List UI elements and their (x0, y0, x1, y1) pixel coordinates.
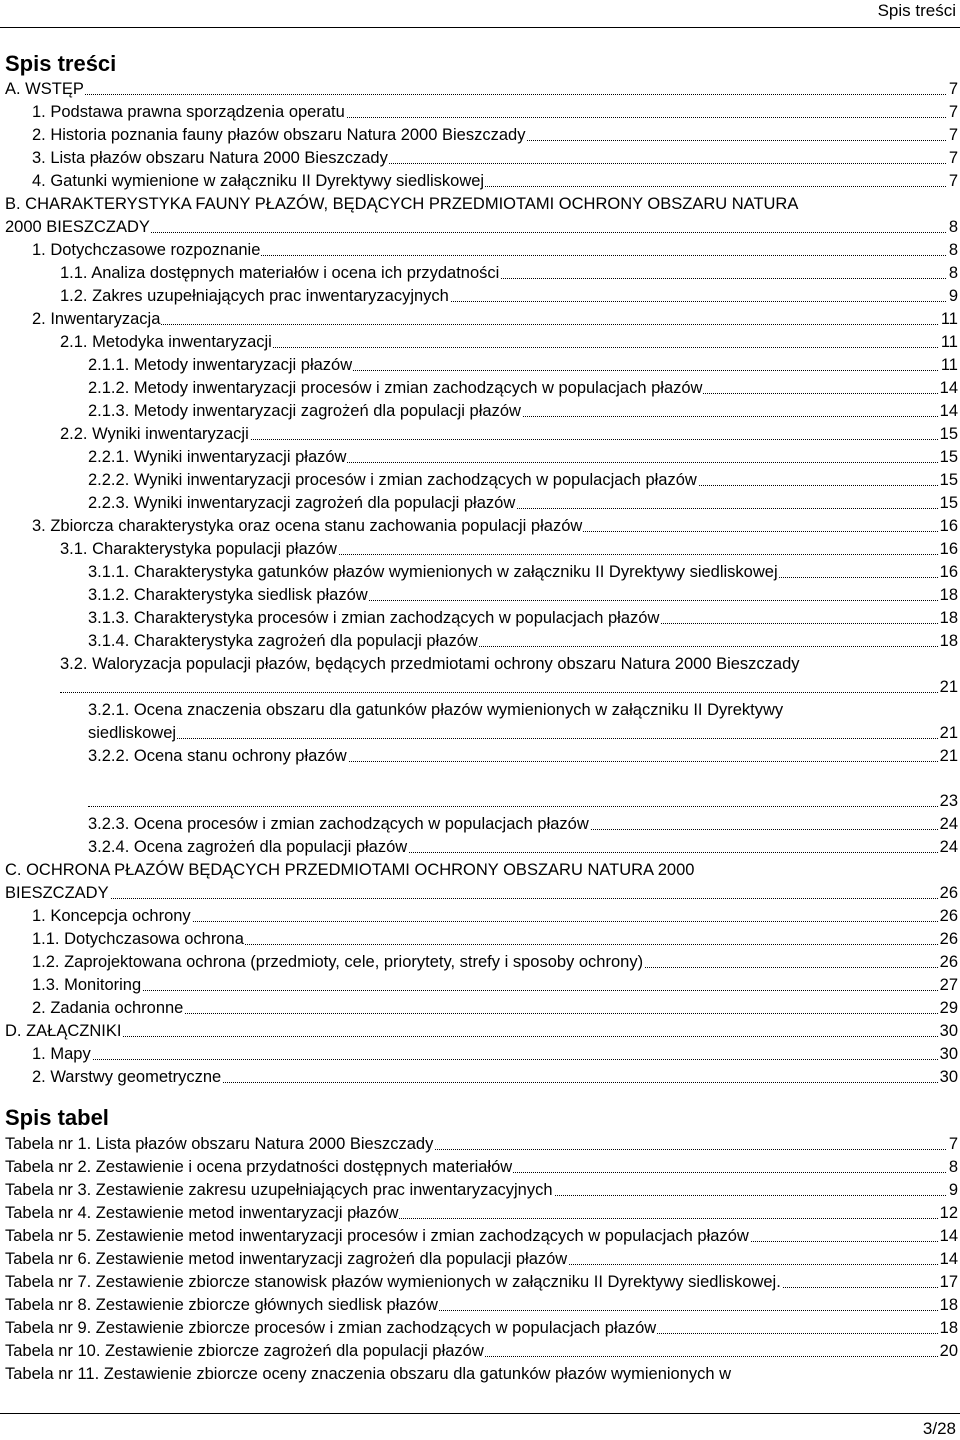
toc-entry-title: 3. Zbiorcza charakterystyka oraz ocena stanu zachowania populacji płazów (32, 517, 583, 535)
toc-entry-page: 16 (939, 563, 958, 581)
toc-entry-page: 30 (939, 1068, 958, 1086)
footer-rule (0, 1413, 960, 1414)
toc-entry[interactable] (60, 285, 958, 307)
toc-entry-page: 7 (948, 172, 958, 190)
toc-entry-title: 1. Koncepcja ochrony (32, 907, 191, 925)
toc-entry-title: 3.2.2. Ocena stanu ochrony płazów (88, 747, 347, 765)
toc-entry-page: 7 (948, 103, 958, 121)
toc-entry[interactable] (88, 400, 958, 422)
table-list-entry[interactable] (5, 1340, 958, 1362)
toc-entry[interactable] (88, 607, 958, 629)
toc-entry-title: siedliskowej (88, 724, 177, 742)
toc-entry[interactable] (88, 790, 958, 812)
toc-entry[interactable] (5, 193, 958, 215)
toc-entry-page: 16 (939, 517, 958, 535)
table-list-entry[interactable] (5, 1225, 958, 1247)
toc-entry[interactable] (88, 722, 958, 744)
toc-entry-page: 18 (939, 632, 958, 650)
toc-entry-page: 15 (939, 425, 958, 443)
toc-entry-title: 3.2.4. Ocena zagrożeń dla populacji płazów (88, 838, 408, 856)
toc-entry[interactable] (5, 882, 958, 904)
table-list-entry[interactable] (5, 1294, 958, 1316)
toc-entry-page: 8 (948, 218, 958, 236)
table-list-entry-title: Tabela nr 3. Zestawienie zakresu uzupełniających prac inwentaryzacyjnych (5, 1181, 553, 1199)
toc-entry-page: 24 (939, 815, 958, 833)
toc-entry[interactable] (32, 515, 958, 537)
toc-entry[interactable] (88, 584, 958, 606)
toc-entry[interactable] (5, 859, 958, 881)
toc-entry-title: 3.1. Charakterystyka populacji płazów (60, 540, 337, 558)
table-list-entry-page: 7 (948, 1135, 958, 1153)
dot-leader (32, 990, 956, 991)
toc-entry[interactable] (60, 262, 958, 284)
toc-entry[interactable] (88, 446, 958, 468)
table-list-entry-title: Tabela nr 11. Zestawienie zbiorcze oceny znaczenia obszaru dla gatunków płazów wymienionych w (5, 1365, 732, 1383)
toc-entry-page: 11 (940, 310, 958, 328)
toc-entry-title: B. CHARAKTERYSTYKA FAUNY PŁAZÓW, BĘDĄCYCH PRZEDMIOTAMI OCHRONY OBSZARU NATURA (5, 195, 799, 213)
table-list-entry-title: Tabela nr 2. Zestawienie i ocena przydatności dostępnych materiałów (5, 1158, 513, 1176)
toc-entry-page: 26 (939, 930, 958, 948)
header-rule (0, 27, 960, 28)
toc-entry[interactable] (32, 147, 958, 169)
dot-leader (88, 738, 956, 739)
toc-entry[interactable] (32, 974, 958, 996)
toc-entry-title: D. ZAŁĄCZNIKI (5, 1022, 122, 1040)
toc-entry[interactable] (88, 492, 958, 514)
toc-entry-title: 1. Podstawa prawna sporządzenia operatu (32, 103, 345, 121)
toc-entry-page: 15 (939, 448, 958, 466)
table-list-entry[interactable] (5, 1271, 958, 1293)
toc-entry-page: 26 (939, 907, 958, 925)
dot-leader (5, 94, 956, 95)
toc-entry[interactable] (5, 216, 958, 238)
toc-entry-title: 4. Gatunki wymienione w załączniku II Dyrektywy siedliskowej (32, 172, 485, 190)
toc-entry[interactable] (32, 997, 958, 1019)
toc-entry-page: 26 (939, 884, 958, 902)
toc-entry-title: 3.2.1. Ocena znaczenia obszaru dla gatunków płazów wymienionych w załączniku II Dyrektywy (88, 701, 784, 719)
toc-entry-title: 2.2. Wyniki inwentaryzacji (60, 425, 249, 443)
table-list-entry-title: Tabela nr 8. Zestawienie zbiorcze głównych siedlisk płazów (5, 1296, 438, 1314)
toc-entry-page: 15 (939, 494, 958, 512)
toc-entry-title: 1. Dotychczasowe rozpoznanie (32, 241, 261, 259)
dot-leader (88, 806, 956, 807)
toc-entry[interactable] (88, 813, 958, 835)
toc-entry-title: 2. Inwentaryzacja (32, 310, 161, 328)
table-list-entry-title: Tabela nr 7. Zestawienie zbiorcze stanowisk płazów wymienionych w załączniku II Dyrektywy siedliskowej. (5, 1273, 781, 1291)
toc-entry-page: 7 (948, 149, 958, 167)
toc-entry[interactable] (32, 951, 958, 973)
toc-entry[interactable] (32, 1043, 958, 1065)
toc-entry-page: 26 (939, 953, 958, 971)
table-list-entry-page: 17 (939, 1273, 958, 1291)
toc-entry-page: 24 (939, 838, 958, 856)
toc-entry-title: 3.1.4. Charakterystyka zagrożeń dla populacji płazów (88, 632, 478, 650)
toc-entry-title: 3.1.3. Charakterystyka procesów i zmian zachodzących w populacjach płazów (88, 609, 660, 627)
page-number: 3/28 (922, 1419, 956, 1438)
toc-entry-title: 1.1. Analiza dostępnych materiałów i ocena ich przydatności (60, 264, 500, 282)
toc-entry-page: 30 (939, 1022, 958, 1040)
table-list-entry-page: 20 (939, 1342, 958, 1360)
table-list-entry-title: Tabela nr 4. Zestawienie metod inwentaryzacji płazów (5, 1204, 399, 1222)
toc-entry-page: 21 (939, 678, 958, 696)
toc-entry[interactable] (88, 630, 958, 652)
toc-entry-page: 11 (940, 356, 958, 374)
toc-entry[interactable] (5, 78, 958, 100)
table-list-entry[interactable] (5, 1248, 958, 1270)
toc-entry[interactable] (88, 469, 958, 491)
toc-entry[interactable] (32, 905, 958, 927)
dot-leader (5, 1036, 956, 1037)
table-list-entry-title: Tabela nr 1. Lista płazów obszaru Natura 2000 Bieszczady (5, 1135, 434, 1153)
toc-entry-title: 1.3. Monitoring (32, 976, 142, 994)
table-list-entry-page: 9 (948, 1181, 958, 1199)
toc-entry-page: 14 (939, 402, 958, 420)
toc-entry-title: 2.1.3. Metody inwentaryzacji zagrożeń dla populacji płazów (88, 402, 521, 420)
toc-entry[interactable] (88, 745, 958, 767)
toc-entry[interactable] (60, 538, 958, 560)
table-list-entry[interactable] (5, 1363, 958, 1385)
toc-entry-title: A. WSTĘP (5, 80, 84, 98)
toc-entry-page: 14 (939, 379, 958, 397)
toc-entry[interactable] (32, 239, 958, 261)
toc-entry[interactable] (88, 561, 958, 583)
table-list-entry-page: 8 (948, 1158, 958, 1176)
toc-entry-title: 2. Warstwy geometryczne (32, 1068, 222, 1086)
table-list-entry-page: 18 (939, 1319, 958, 1337)
toc-entry[interactable] (32, 124, 958, 146)
toc-entry-title: 2.1.2. Metody inwentaryzacji procesów i zmian zachodzących w populacjach płazów (88, 379, 703, 397)
toc-entry-title: 2000 BIESZCZADY (5, 218, 150, 236)
tables-title: Spis tabel (5, 1105, 109, 1130)
toc-entry[interactable] (32, 101, 958, 123)
toc-entry-title: 1. Mapy (32, 1045, 91, 1063)
table-list-entry[interactable] (5, 1202, 958, 1224)
toc-entry-title: 1.2. Zakres uzupełniających prac inwentaryzacyjnych (60, 287, 449, 305)
table-list-entry-title: Tabela nr 5. Zestawienie metod inwentaryzacji procesów i zmian zachodzących w populacjach płazów (5, 1227, 749, 1245)
toc-entry[interactable] (60, 331, 958, 353)
table-list-entry-page: 12 (939, 1204, 958, 1222)
page-header (0, 0, 960, 26)
table-list-entry[interactable] (5, 1179, 958, 1201)
toc-entry-title: BIESZCZADY (5, 884, 109, 902)
toc-title: Spis treści (5, 51, 117, 76)
toc-entry-title: 3.1.2. Charakterystyka siedlisk płazów (88, 586, 368, 604)
table-list-entry-page: 14 (939, 1227, 958, 1245)
toc-entry[interactable] (88, 699, 958, 721)
toc-entry-page: 11 (940, 333, 958, 351)
dot-leader (5, 898, 956, 899)
toc-entry-title: 2.2.3. Wyniki inwentaryzacji zagrożeń dla populacji płazów (88, 494, 516, 512)
toc-entry[interactable] (88, 836, 958, 858)
toc-entry-title: 2.2.2. Wyniki inwentaryzacji procesów i zmian zachodzących w populacjach płazów (88, 471, 697, 489)
toc-entry-page: 16 (939, 540, 958, 558)
toc-entry-page: 15 (939, 471, 958, 489)
toc-entry[interactable] (60, 423, 958, 445)
toc-entry-page: 27 (939, 976, 958, 994)
toc-entry-page: 30 (939, 1045, 958, 1063)
table-list-entry[interactable] (5, 1156, 958, 1178)
toc-entry[interactable] (60, 653, 958, 675)
toc-entry-page: 21 (939, 747, 958, 765)
toc-entry-title: 3.1.1. Charakterystyka gatunków płazów wymienionych w załączniku II Dyrektywy siedliskowej (88, 563, 778, 581)
toc-entry[interactable] (32, 928, 958, 950)
toc-entry-page: 8 (948, 241, 958, 259)
table-list-entry-title: Tabela nr 6. Zestawienie metod inwentaryzacji zagrożeń dla populacji płazów (5, 1250, 568, 1268)
table-list-entry[interactable] (5, 1133, 958, 1155)
toc-entry-page: 21 (939, 724, 958, 742)
table-list-entry-page: 14 (939, 1250, 958, 1268)
toc-entry-page: 29 (939, 999, 958, 1017)
toc-entry-title: 3.2. Waloryzacja populacji płazów, będących przedmiotami ochrony obszaru Natura 2000 Bieszczady (60, 655, 800, 673)
toc-entry-page: 7 (948, 80, 958, 98)
toc-entry-page: 9 (948, 287, 958, 305)
toc-entry[interactable] (32, 1066, 958, 1088)
toc-entry[interactable] (5, 1020, 958, 1042)
dot-leader (32, 1059, 956, 1060)
toc-entry[interactable] (88, 377, 958, 399)
toc-entry[interactable] (88, 354, 958, 376)
toc-entry-title: 2.1.1. Metody inwentaryzacji płazów (88, 356, 353, 374)
toc-entry-title: C. OCHRONA PŁAZÓW BĘDĄCYCH PRZEDMIOTAMI OCHRONY OBSZARU NATURA 2000 (5, 861, 695, 879)
toc-entry[interactable] (32, 170, 958, 192)
toc-entry-title: 1.1. Dotychczasowa ochrona (32, 930, 244, 948)
table-list-entry[interactable] (5, 1317, 958, 1339)
running-header-title: Spis treści (877, 1, 956, 20)
toc-entry-page: 18 (939, 609, 958, 627)
toc-entry-title: 3.2.3. Ocena procesów i zmian zachodzących w populacjach płazów (88, 815, 589, 833)
toc-entry-title: 2. Historia poznania fauny płazów obszaru Natura 2000 Bieszczady (32, 126, 526, 144)
toc-entry-page: 23 (939, 792, 958, 810)
toc-entry-page: 8 (948, 264, 958, 282)
toc-entry-title: 2.2.1. Wyniki inwentaryzacji płazów (88, 448, 347, 466)
toc-entry-page: 18 (939, 586, 958, 604)
dot-leader (60, 692, 956, 693)
toc-entry-title: 3. Lista płazów obszaru Natura 2000 Bieszczady (32, 149, 388, 167)
table-list-entry-title: Tabela nr 10. Zestawienie zbiorcze zagrożeń dla populacji płazów (5, 1342, 484, 1360)
toc-entry-title: 1.2. Zaprojektowana ochrona (przedmioty, cele, priorytety, strefy i sposoby ochrony) (32, 953, 644, 971)
table-list-entry-page: 18 (939, 1296, 958, 1314)
toc-entry[interactable] (60, 676, 958, 698)
toc-entry-page: 7 (948, 126, 958, 144)
toc-entry[interactable] (32, 308, 958, 330)
table-list-entry-title: Tabela nr 9. Zestawienie zbiorcze procesów i zmian zachodzących w populacjach płazów (5, 1319, 657, 1337)
dot-leader (32, 324, 956, 325)
toc-entry-title: 2. Zadania ochronne (32, 999, 184, 1017)
toc-entry-title: 2.1. Metodyka inwentaryzacji (60, 333, 272, 351)
